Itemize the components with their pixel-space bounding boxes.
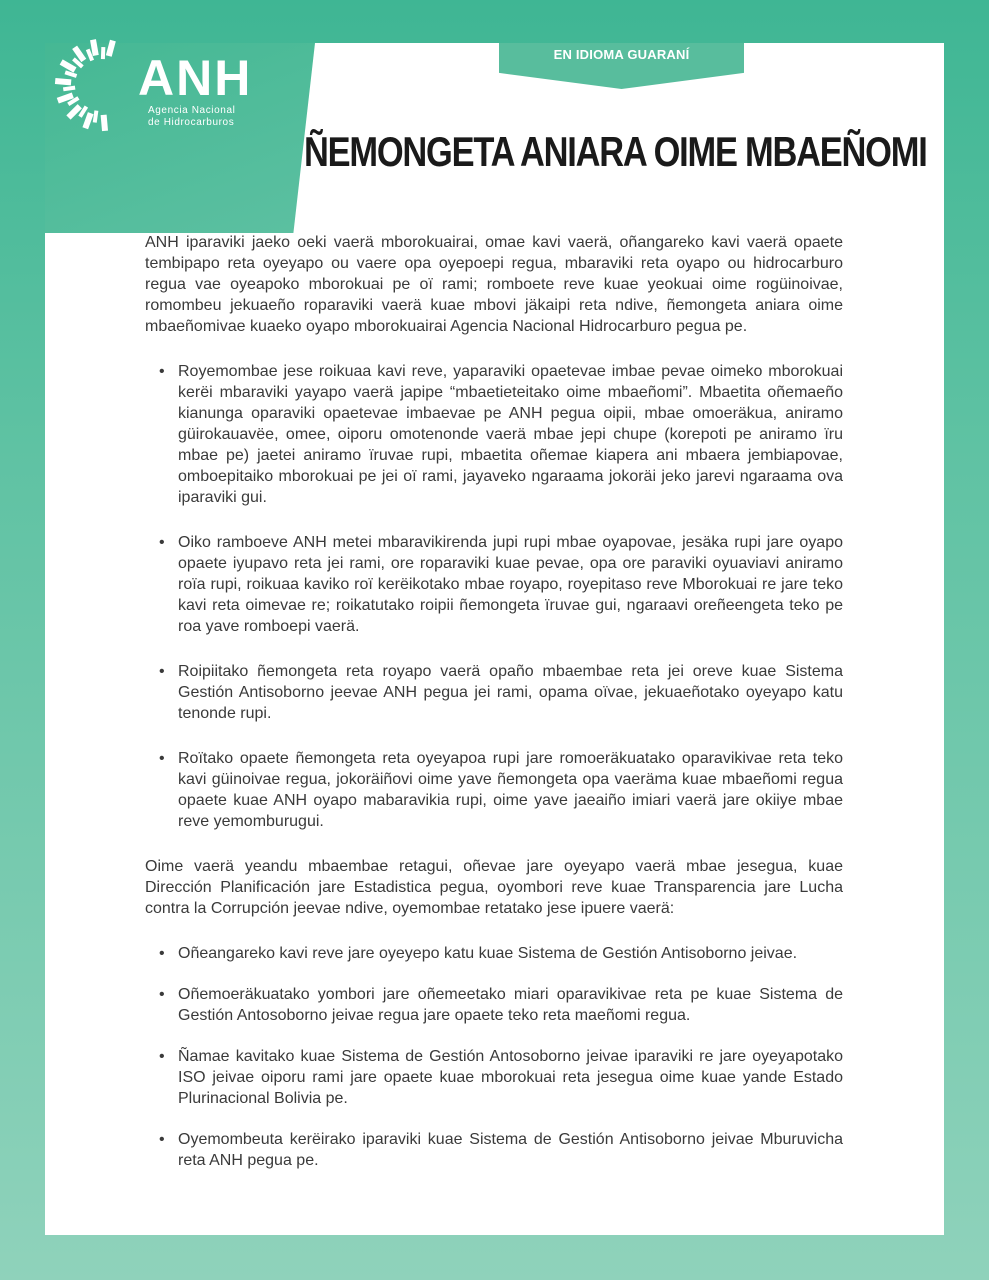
list-item: • Ñamae kavitako kuae Sistema de Gestión Antosoborno jeivae iparaviki re jare oyeyapotako ISO jeivae oiporu rami jare opaete kuae mborokuai reta jesegua oime kuae yande Estado Plurinacional Bolivia pe. <box>145 1046 843 1109</box>
list-item: • Oñeangareko kavi reve jare oyeyepo katu kuae Sistema de Gestión Antisoborno jeivae. <box>145 943 843 964</box>
middle-paragraph: Oime vaerä yeandu mbaembae retagui, oñevae jare oyeyapo vaerä mbae jesegua, kuae Dirección Planificación jare Estadistica pegua, oyombori reve kuae Transparencia jare Lucha contra la Corrupción jeevae ndive, oyemombae retatako jese ipuere vaerä: <box>145 858 843 917</box>
list-item: • Oyemombeuta kerëirako iparaviki kuae Sistema de Gestión Antisoborno jeivae Mburuvicha reta ANH pegua pe. <box>145 1129 843 1171</box>
language-tab-label: EN IDIOMA GUARANÍ <box>553 47 690 62</box>
logo-subtitle-line-1: Agencia Nacional <box>148 105 236 116</box>
responsibilities-list <box>145 943 843 1171</box>
page-title: ÑEMONGETA ANIARA OIME MBAEÑOMI <box>304 128 927 175</box>
logo-wordmark: ANH <box>138 50 253 106</box>
anh-logo <box>46 35 266 135</box>
list-item: • Roïtako opaete ñemongeta reta oyeyapoa rupi jare romoeräkuatako oparavikivae reta teko kavi güinoivae regua, jokoräiñovi oime yave ñemongeta opa vaeräma kuae mbaeñomi regua opaete kuae ANH oyapo mabaravikia rupi, oime yave jaeaiño imiari vaerä jare okiiye mbae reve yemomburugui. <box>145 748 843 832</box>
list-item: • Royemombae jese roikuaa kavi reve, yaparaviki opaetevae imbae pevae oimeko mborokuai kerëi mbaraviki yayapo vaerä japipe “mbaetieteitako oime mbaeñomi”. Mbaetita oñemaeño kianunga oparaviki opaetevae imbaevae pe ANH pegua oipii, mbae omoeräkua, aniramo güirokauavëe, omee, oiporu omotenonde vaerä mbae jepi chupe (korepoti pe aniramo ïru mbae pe) jaetei aniramo ïruvae rupi, mbaetita oñemae kiapera ani mbaera jembiapovae, omboepitaiko mborokuai pe jei oï rami, jayaveko ngaraama jokoräi jeko jarevi ngaraama ova iparaviki gui. <box>145 361 843 508</box>
list-item: • Oiko ramboeve ANH metei mbaravikirenda jupi rupi mbae oyapovae, jesäka rupi jare oyapo opaete iyupavo reta jei rami, ore roparaviki kuae pevae, opa ore paraviki oyuaviavi aniramo roïa rupi, roikuaa kaviko roï kerëikotako mbae royapo, royepitaso reve Mborokuai re jare teko kavi reta oimevae re; roikatutako roipii ñemongeta ïruvae gui, ngaraavi oreñeengeta teko pe roa yave romboepi vaerä. <box>145 532 843 637</box>
logo-subtitle-line-2: de Hidrocarburos <box>148 117 235 128</box>
list-item: • Oñemoeräkuatako yombori jare oñemeetako miari oparavikivae reta pe kuae Sistema de Gestión Antosoborno jeivae regua jare opaete teko reta maeñomi regua. <box>145 984 843 1026</box>
list-item: • Roipiitako ñemongeta reta royapo vaerä opaño mbaembae reta jei oreve kuae Sistema Gestión Antisoborno jeevae ANH pegua jei rami, opama oïvae, jekuaeñotako oyeyapo katu tenonde rupi. <box>145 661 843 724</box>
intro-paragraph: ANH iparaviki jaeko oeki vaerä mborokuairai, omae kavi vaerä, oñangareko kavi vaerä opaete tembipapo reta oyeyapo ou vaere opa oyepoepi regua, mbaraviki reta oyapo ou hidrocarburo regua vae oyeapoko mborokuai pe oï rami; romboete reve kuae yeokuai oime rogüinoivae, romombeu jekuaeño roparaviki vaerä kuae mbovi jäkaipi reta ndive, ñemongeta aniara oime mbaeñomivae kuaeko oyapo mborokuairai Agencia Nacional Hidrocarburo pegua pe. <box>145 234 843 335</box>
document-body <box>145 232 843 1171</box>
commitments-list <box>145 361 843 832</box>
